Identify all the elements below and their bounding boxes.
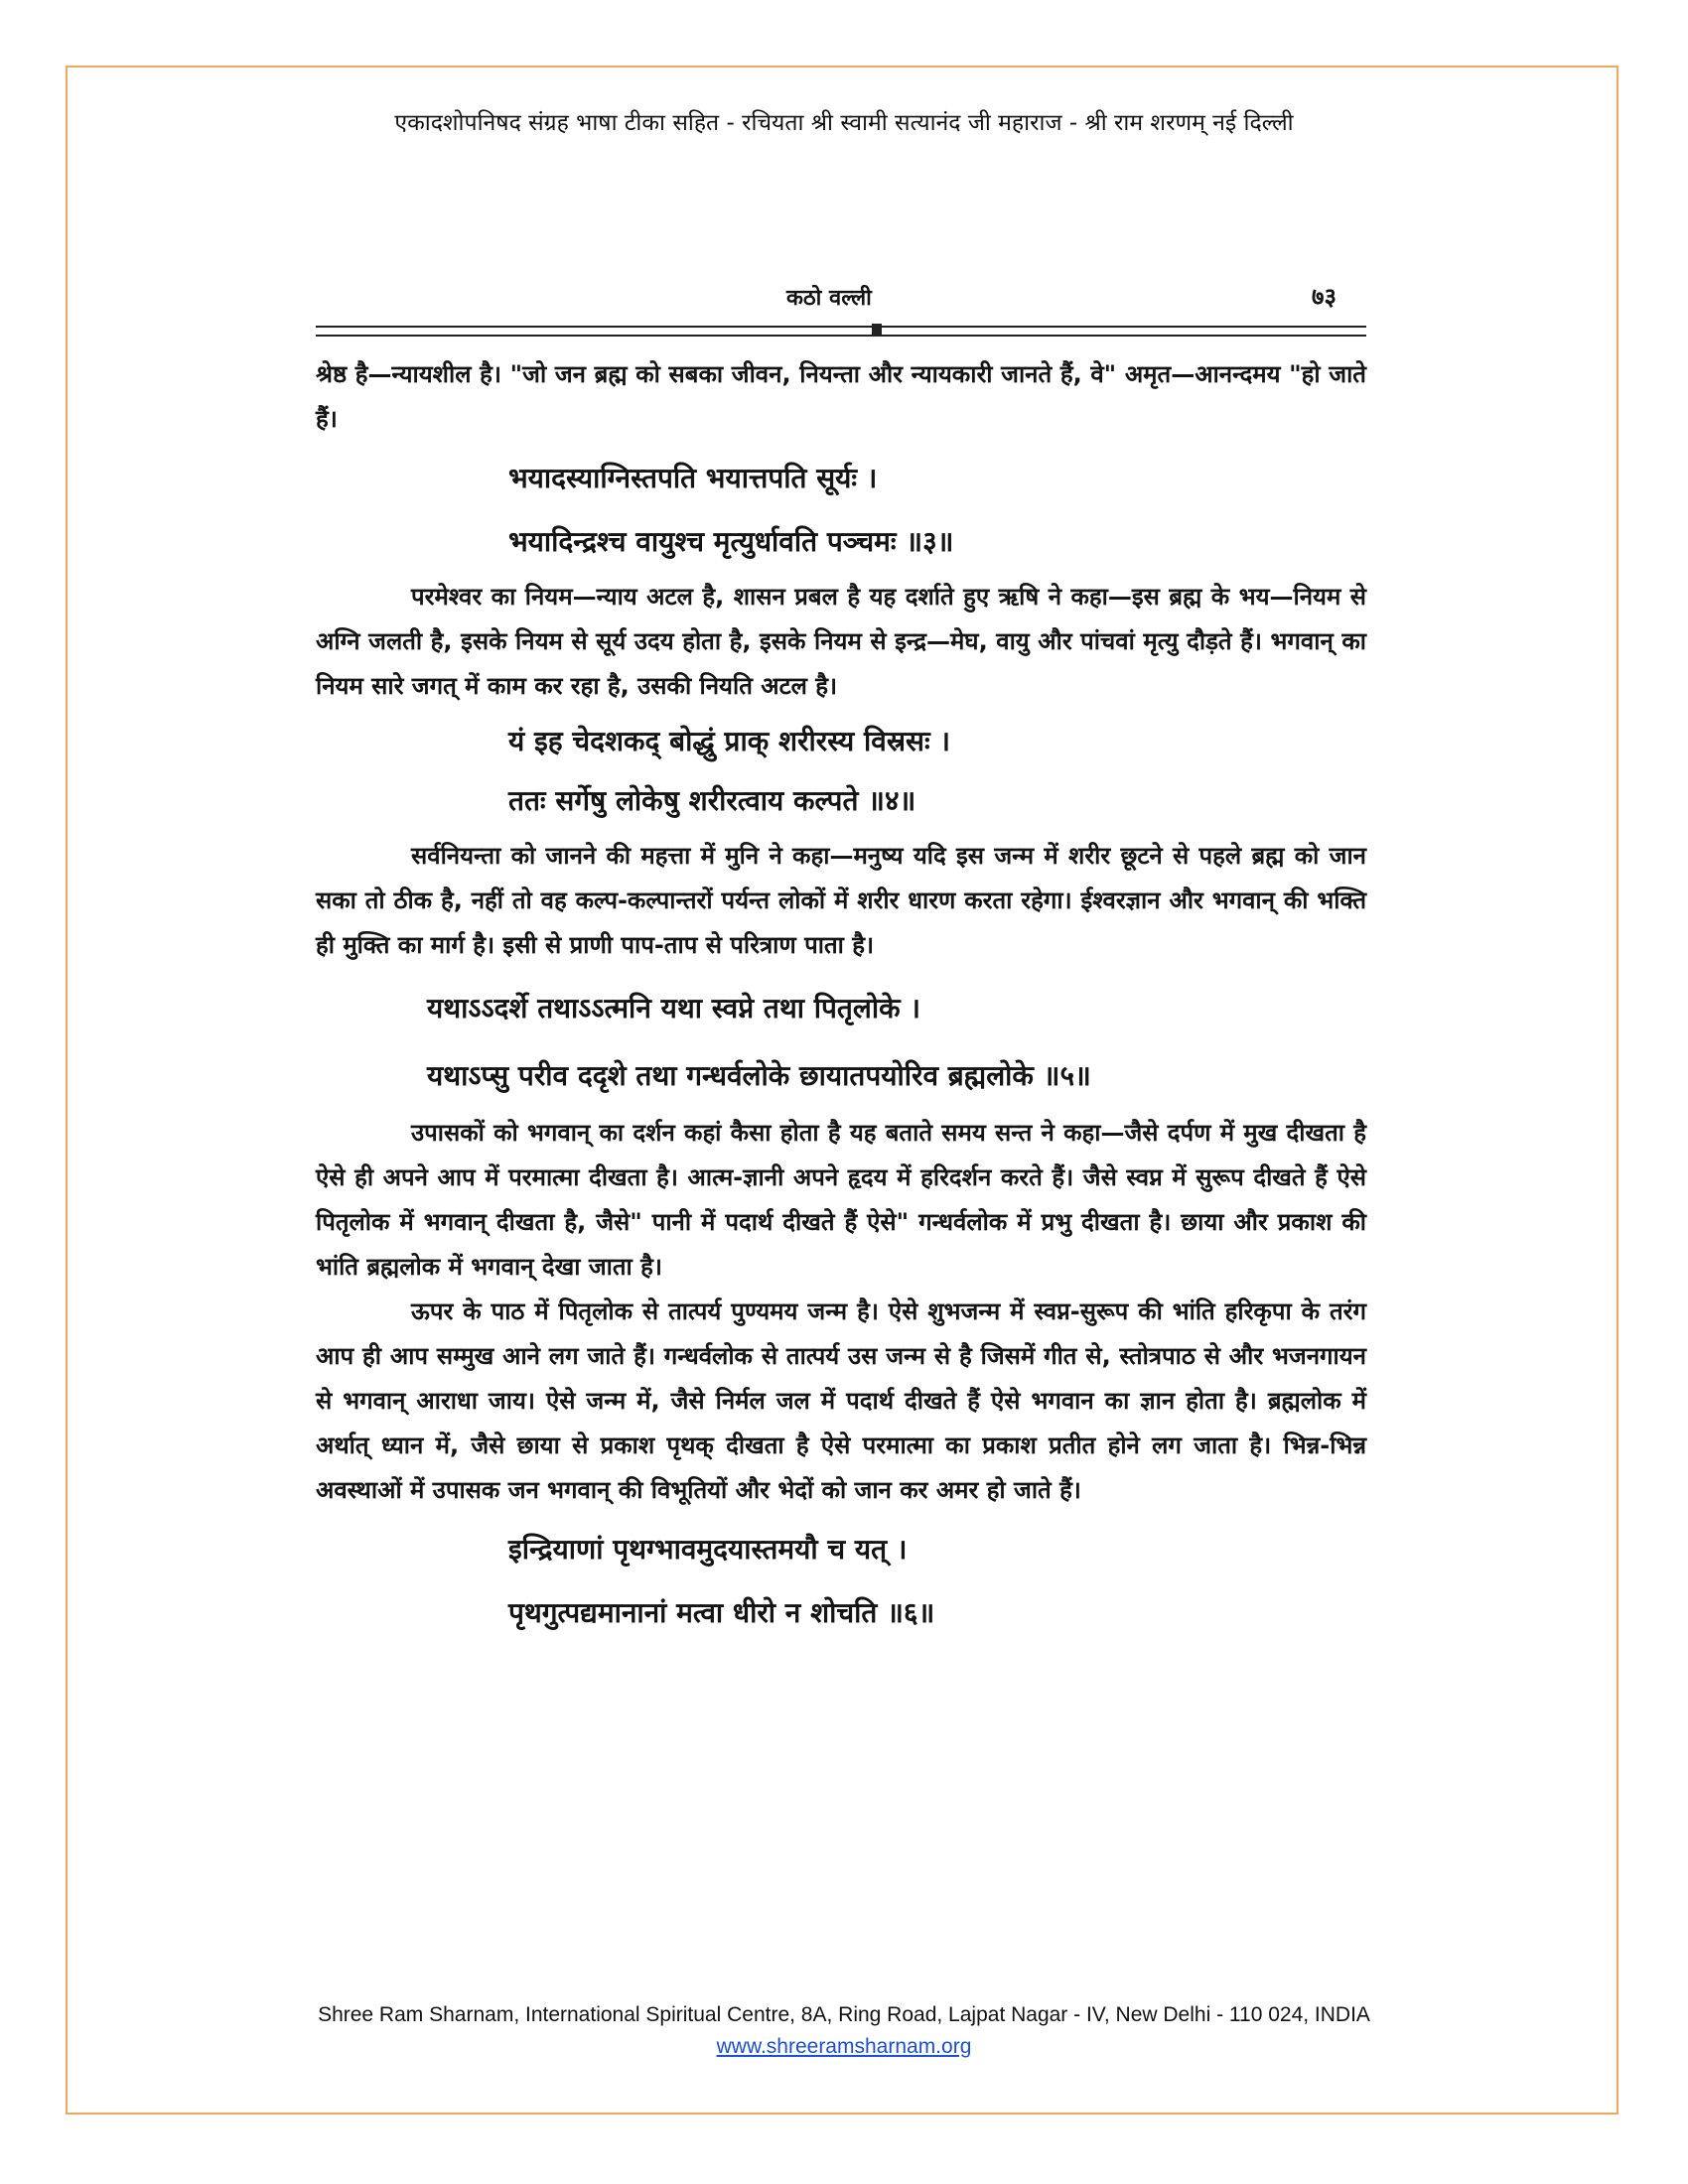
verse-5-line-2: यथाऽप्सु परीव ददृशे तथा गन्धर्वलोके छायातपयोरिव ब्रह्मलोके ॥५॥: [427, 1059, 1091, 1092]
verse-6-line-1: इन्द्रियाणां पृथग्भावमुदयास्तमयौ च यत् ।: [508, 1533, 908, 1566]
verse-4-line-1: यं इह चेदशकद् बोद्धुं प्राक् शरीरस्य विस्रसः ।: [508, 725, 951, 757]
footer-website: [0, 2035, 1688, 2059]
verse-3-line-1: भयादस्याग्निस्तपति भयात्तपति सूर्यः ।: [508, 462, 878, 494]
verse-6-line-2: पृथगुत्पद्यमानानां मत्वा धीरो न शोचति ॥६॥: [508, 1596, 935, 1629]
verse-4-line-2: ततः सर्गेषु लोकेषु शरीरत्वाय कल्पते ॥४॥: [508, 784, 916, 817]
page-number: ७३: [1312, 283, 1336, 311]
verse-3-line-2: भयादिन्द्रश्च वायुश्च मृत्युर्धावति पञ्चमः ॥३॥: [508, 525, 954, 558]
running-title: कठो वल्ली: [786, 286, 872, 311]
paragraph-5: ऊपर के पाठ में पितृलोक से तात्पर्य पुण्यमय जन्म है। ऐसे शुभजन्म में स्वप्न-सुरूप की भांति हरिकृपा के तरंग आप ही आप सम्मुख आने लग जाते हैं। गन्धर्वलोक से तात्पर्य उस जन्म से है जिसमें गीत से, स्तोत्रपाठ से और भजनगायन से भगवान् आराधा जाय। ऐसे जन्म में, जैसे निर्मल जल में पदार्थ दीखते हैं ऐसे भगवान का ज्ञान होता है। ब्रह्मलोक में अर्थात् ध्यान में, जैसे छाया से प्रकाश पृथक् दीखता है ऐसे परमात्मा का प्रकाश प्रतीत होने लग जाता है। भिन्न-भिन्न अवस्थाओं में उपासक जन भगवान् की विभूतियों और भेदों को जान कर अमर हो जाते हैं।: [316, 1297, 1366, 1504]
header-divider: [316, 326, 1366, 337]
footer-address: Shree Ram Sharnam, International Spiritual Centre, 8A, Ring Road, Lajpat Nagar - IV, New Delhi - 110 024, INDIA: [318, 2003, 1370, 2026]
website-link[interactable]: www.shreeramsharnam.org: [716, 2035, 972, 2058]
running-head: [316, 278, 1366, 318]
document-header: एकादशोपनिषद संग्रह भाषा टीका सहित - रचियता श्री स्वामी सत्यानंद जी महाराज - श्री राम शरणम् नई दिल्ली: [394, 110, 1294, 136]
paragraph-3: सर्वनियन्ता को जानने की महत्ता में मुनि ने कहा—मनुष्य यदि इस जन्म में शरीर छूटने से पहले ब्रह्म को जान सका तो ठीक है, नहीं तो वह कल्प-कल्पान्तरों पर्यन्त लोकों में शरीर धारण करता रहेगा। ईश्वरज्ञान और भगवान् की भक्ति ही मुक्ति का मार्ग है। इसी से प्राणी पाप-ताप से परित्राण पाता है।: [316, 842, 1366, 959]
verse-5-line-1: यथाऽऽदर्शे तथाऽऽत्मनि यथा स्वप्ने तथा पितृलोके ।: [427, 992, 920, 1024]
paragraph-2: परमेश्वर का नियम—न्याय अटल है, शासन प्रबल है यह दर्शाते हुए ऋषि ने कहा—इस ब्रह्म के भय—नियम से अग्नि जलती है, इसके नियम से सूर्य उदय होता है, इसके नियम से इन्द्र—मेघ, वायु और पांचवां मृत्यु दौड़ते हैं। भगवान् का नियम सारे जगत् में काम कर रहा है, उसकी नियति अटल है।: [316, 583, 1366, 700]
paragraph-4: उपासकों को भगवान् का दर्शन कहां कैसा होता है यह बताते समय सन्त ने कहा—जैसे दर्पण में मुख दीखता है ऐसे ही अपने आप में परमात्मा दीखता है। आत्म-ज्ञानी अपने हृदय में हरिदर्शन करते हैं। जैसे स्वप्न में सुरूप दीखते हैं ऐसे पितृलोक में भगवान् दीखता है, जैसे" पानी में पदार्थ दीखते हैं ऐसे" गन्धर्वलोक में प्रभु दीखता है। छाया और प्रकाश की भांति ब्रह्मलोक में भगवान् देखा जाता है।: [316, 1119, 1366, 1281]
paragraph-1: श्रेष्ठ है—न्यायशील है। "जो जन ब्रह्म को सबका जीवन, नियन्ता और न्यायकारी जानते हैं, वे" अमृत—आनन्दमय "हो जाते हैं।: [316, 360, 1366, 433]
divider-mark: [872, 324, 882, 336]
scanned-page: [316, 278, 1366, 1640]
